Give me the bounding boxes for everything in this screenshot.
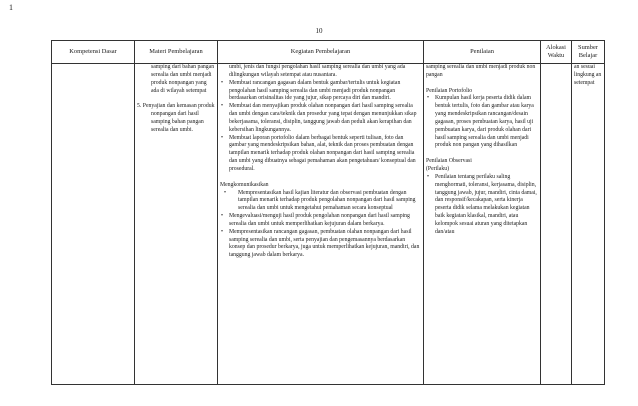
penilaian-continuation: samping serealia dan umbi menjadi produk non pangan bbox=[426, 64, 536, 78]
list-item: • Mempresentasikan rancangan gagasan, pembuatan olahan nonpangan dari hasil samping serealia dan umbi, serta penyajian dan pengemasannya berdasarkan konsep dan prosedur berkarya, juga untuk memperlihatkan kejujuran, mandiri, dan tanggung jawab dalam berkarya. bbox=[220, 229, 421, 260]
materi-continuation: samping dari bahan pangan serealia dan umbi menjadi produk nonpangan yang ada di wilayah setempat bbox=[151, 64, 215, 94]
list-item: • Membuat rancangan gagasan dalam bentuk gambar/tertulis untuk kegiatan pengolahan hasil samping serealia dan umbi menjadi produk nonpangan berdasarkan orisinalitas ide yang jujur, sikap percaya diri dan mandiri. bbox=[220, 80, 421, 104]
list-item: • Membuat dan menyajikan produk olahan nonpangan dari hasil samping serealia dan umbi dengan cara/teknik dan prosedur yang tepat dengan menunjukkan sikap bekerjasama, toleransi, disiplin, tanggung jawab dan peduli akan kerapihan dan kebersihan lingkungannya. bbox=[220, 103, 421, 134]
header-alokasi: Alokasi Waktu bbox=[541, 41, 572, 64]
table-header-row bbox=[52, 41, 605, 64]
header-sumber: Sumber Belajar bbox=[572, 41, 605, 64]
list-item: • Mempresentasikan hasil kajian literatur dan observasi pembuatan dengan tampilan menarik terhadap produk pengolahan nonpangan dari hasil samping serealia dan umbi untuk mengetahui pemahaman secara konseptual bbox=[220, 190, 421, 214]
page-number: 10 bbox=[315, 27, 323, 35]
penilaian-observasi-sub: (Perilaku) bbox=[426, 165, 449, 172]
cell-penilaian bbox=[424, 64, 541, 385]
list-item: • Penilaian tentang perilaku saling menghormati, toleransi, kerjasama, disiplin, tanggung jawab, jujur, mandiri, cinta damai, dan responsif/kecakapan, serta kinerja peserta didik selama melakukan kegiatan baik kegiatan klasikal, mandiri, atau kelompok sesuai aturan yang ditetapkan dan/atau bbox=[426, 174, 538, 237]
kegiatan-continuation: umbi, jenis dan fungsi pengolahan hasil samping serealia dan umbi yang ada dilingkungan wilayah setempat atau nusantara. bbox=[229, 64, 406, 78]
cell-sumber bbox=[572, 64, 605, 385]
header-kompetensi: Kompetensi Dasar bbox=[52, 41, 135, 64]
sumber-continuation: an sesuai lingkung an setempat bbox=[574, 64, 602, 86]
penilaian-portfolio-list bbox=[426, 95, 538, 150]
cell-materi bbox=[135, 64, 218, 385]
header-kegiatan: Kegiatan Pembelajaran bbox=[218, 41, 424, 64]
cell-kompetensi bbox=[52, 64, 135, 385]
cell-alokasi bbox=[541, 64, 572, 385]
corner-mark: 1 bbox=[9, 3, 13, 12]
penilaian-heading-observasi: Penilaian Observasi bbox=[426, 158, 472, 165]
kegiatan-list-2 bbox=[220, 213, 421, 260]
list-item: • Membuat laporan portofolio dalam berbagai bentuk seperti tulisan, foto dan gambar yang mendeskripsikan bahan, alat, teknik dan proses pembuatan dengan tampilan menarik terhadap produk olahan nonpangan dari hasil samping serealia dan umbi yang dibuatnya sebagai pemahaman akan pengetahuan/ konseptual dan prosedural. bbox=[220, 135, 421, 174]
penilaian-observasi-list bbox=[426, 174, 538, 237]
cell-kegiatan bbox=[218, 64, 424, 385]
syllabus-table bbox=[51, 40, 605, 385]
table-row bbox=[52, 64, 605, 385]
list-item: • Kumpulan hasil kerja peserta didik dalam bentuk tertulis, foto dan gambar atau karya yang mendeskripsikan rancangan/desain gagasan, proses pembuatan karya, hasil uji pembuatan karya, dari produk olahan dari hasil samping serealia dan umbi menjadi produk non pangan yang dihasilkan bbox=[426, 95, 538, 150]
materi-item-5: 5. Penyajian dan kemasan produk nonpangan dari hasil samping bahan pangan serealia dan umbi. bbox=[137, 103, 215, 133]
list-item: • Mengevaluasi/menguji hasil produk pengolahan nonpangan dari hasil samping serealia dan umbi untuk memperlihatkan kejujuran dalam berkarya. bbox=[220, 213, 421, 229]
header-penilaian: Penilaian bbox=[424, 41, 541, 64]
header-materi: Materi Pembelajaran bbox=[135, 41, 218, 64]
kegiatan-heading-komunikasi: Mengkomunikasikan bbox=[220, 181, 269, 188]
penilaian-heading-portofolio: Penilaian Portofolio bbox=[426, 87, 473, 94]
kegiatan-list bbox=[220, 80, 421, 174]
